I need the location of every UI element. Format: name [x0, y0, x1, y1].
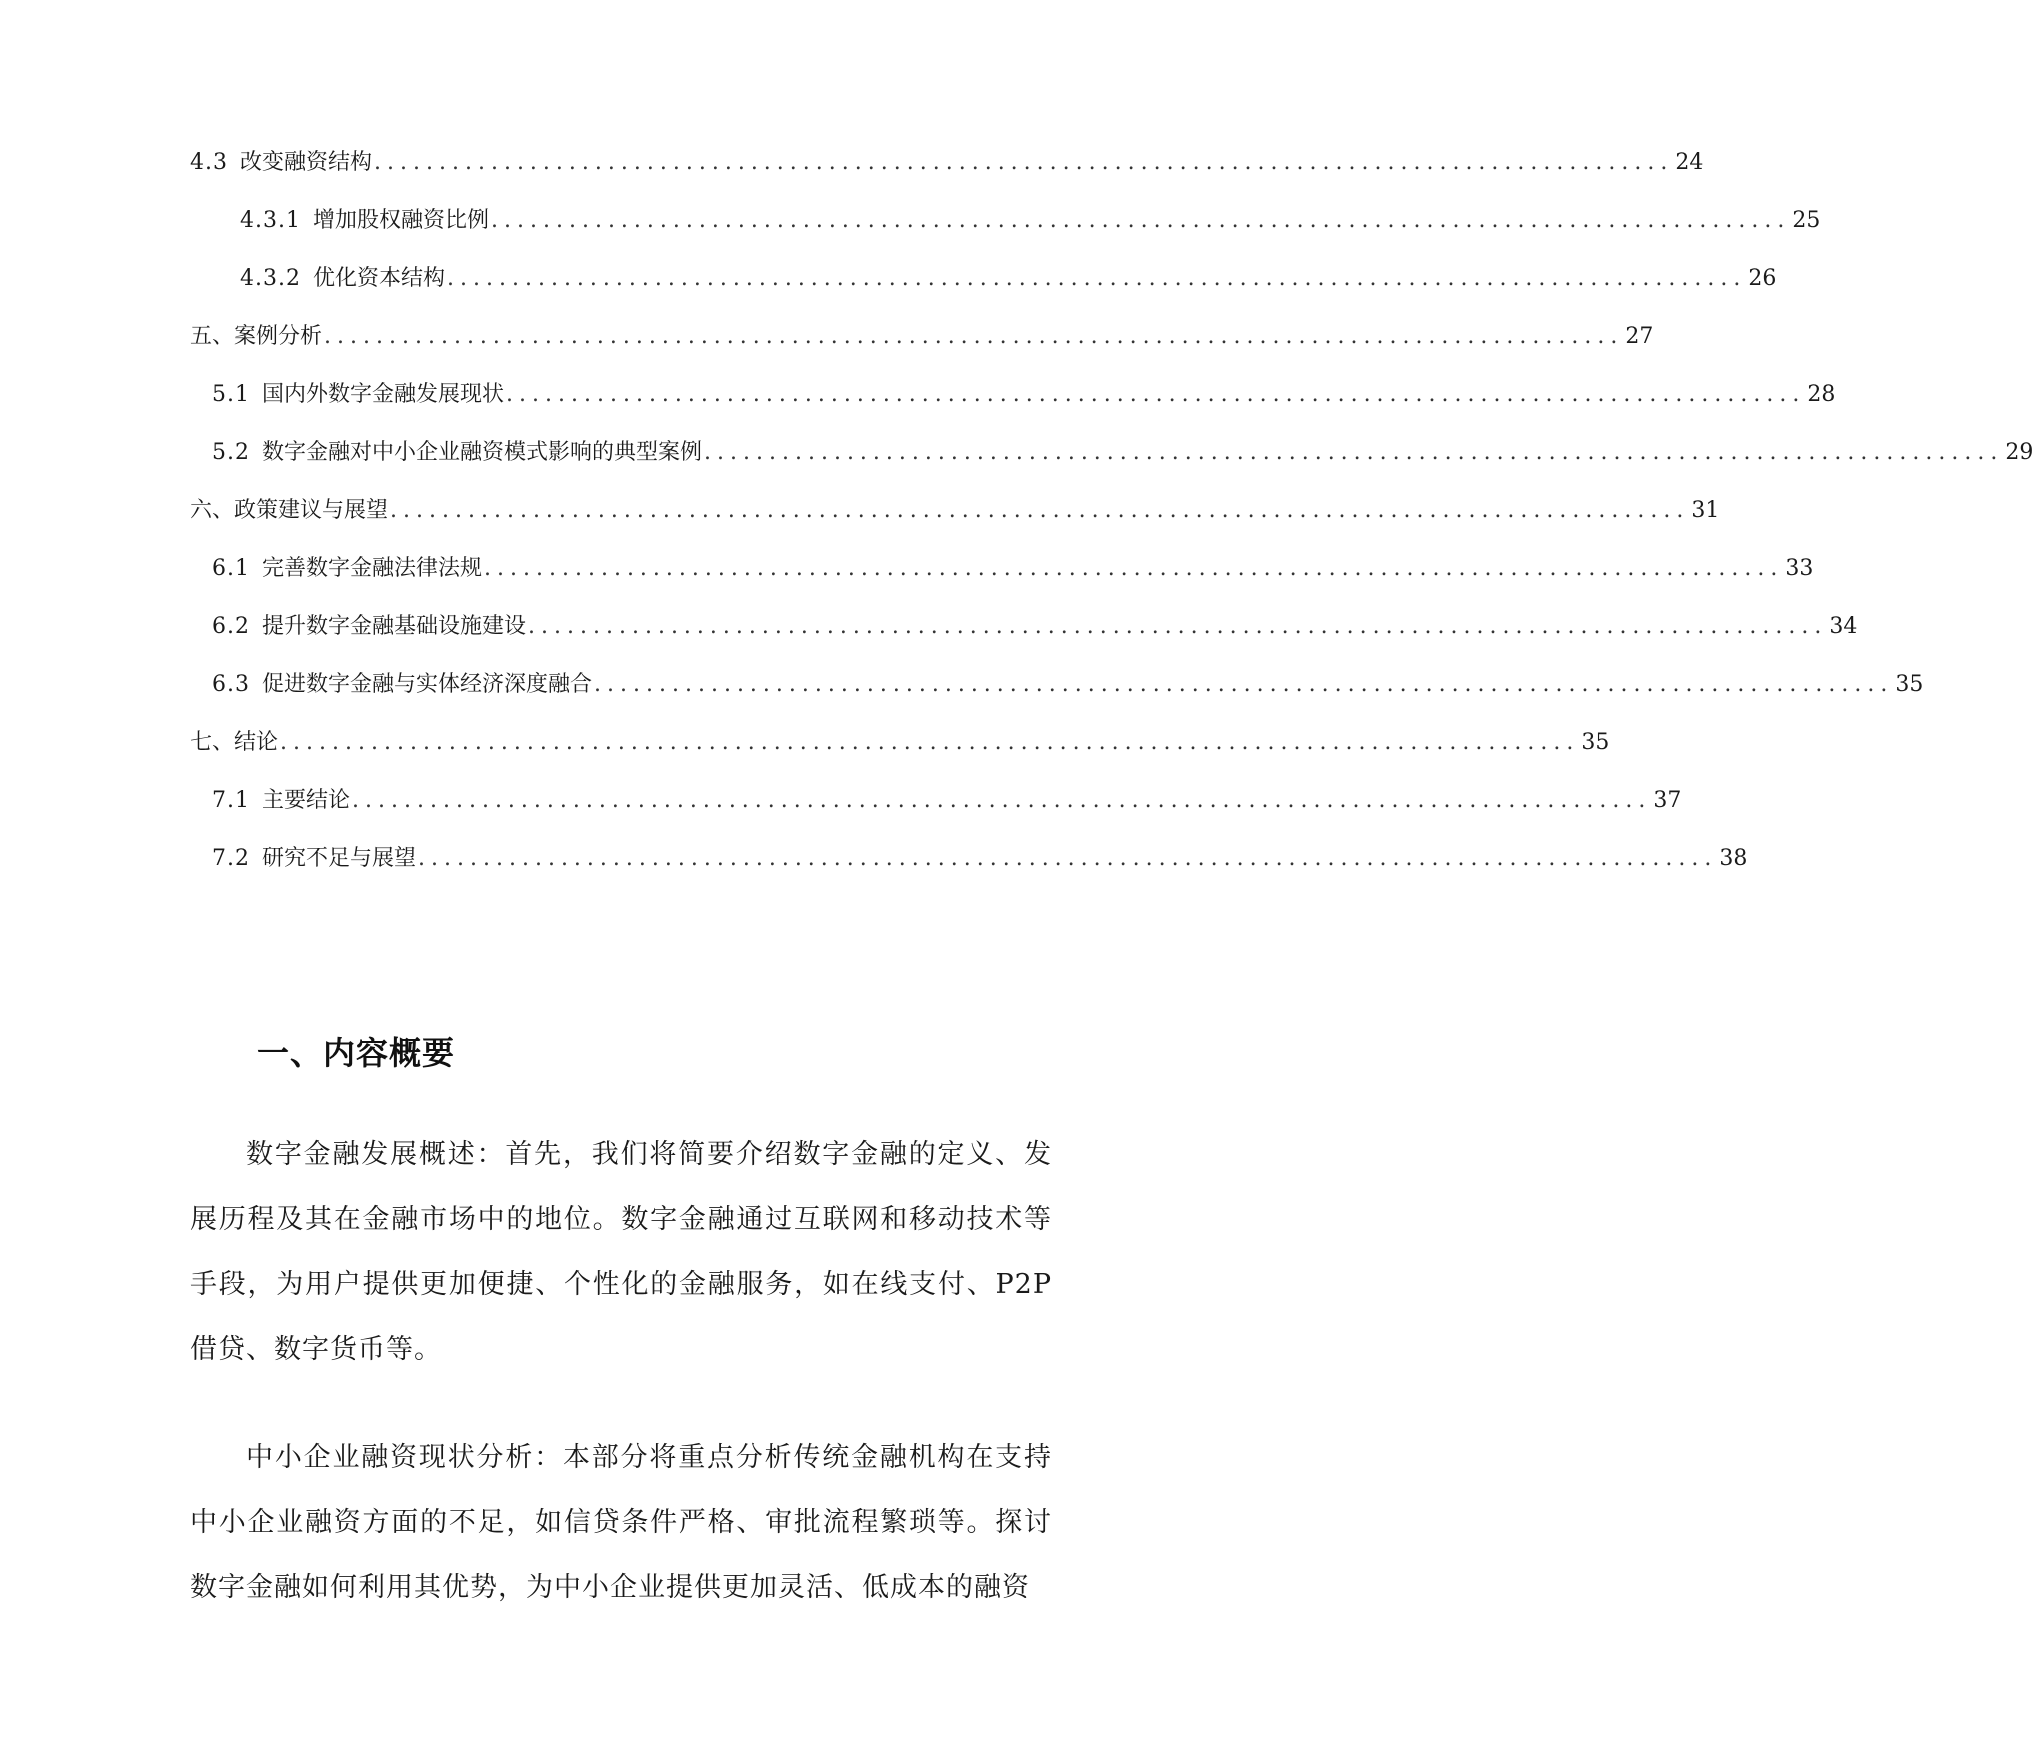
toc-entry[interactable] — [212, 841, 1748, 875]
toc-entry-page: 33 — [1785, 556, 1814, 581]
toc-entry[interactable] — [212, 609, 1858, 643]
toc-entry[interactable] — [212, 435, 2033, 469]
toc-entry-page: 29 — [2005, 440, 2033, 465]
toc-entry-number: 5.2 — [212, 440, 250, 465]
toc-entry[interactable] — [190, 725, 1610, 759]
toc-entry[interactable] — [212, 377, 1836, 411]
toc-entry-title: 国内外数字金融发展现状 — [262, 382, 505, 407]
toc-entry-page: 26 — [1748, 266, 1777, 291]
toc-entry-title: 改变融资结构 — [240, 150, 373, 175]
toc-entry-page: 38 — [1719, 846, 1748, 871]
section-heading: 一、内容概要 — [257, 1034, 456, 1072]
toc-entry-title: 提升数字金融基础设施建设 — [262, 614, 527, 639]
toc-entry-page: 27 — [1625, 324, 1654, 349]
toc-entry-page: 37 — [1653, 788, 1682, 813]
toc-entry-page: 24 — [1675, 150, 1704, 175]
body-paragraph: 中小企业融资现状分析：本部分将重点分析传统金融机构在支持中小企业融资方面的不足，如信贷条件严格、审批流程繁琐等。探讨数字金融如何利用其优势，为中小企业提供更加灵活、低成本的融资 — [190, 1442, 1052, 1603]
toc-entry[interactable] — [212, 667, 1924, 701]
toc-entry-title: 七、结论 — [190, 730, 279, 755]
toc-entry-title: 促进数字金融与实体经济深度融合 — [262, 672, 593, 697]
toc-entry-number: 5.1 — [212, 382, 250, 407]
toc-dot-leader: .................................................................................................... — [418, 846, 1718, 871]
toc-entry-number: 6.1 — [212, 556, 250, 581]
toc-dot-leader: .................................................................................................... — [506, 382, 1806, 407]
toc-entry-page: 31 — [1691, 498, 1720, 523]
toc-dot-leader: .................................................................................................... — [491, 208, 1791, 233]
toc-dot-leader: .................................................................................................... — [594, 672, 1894, 697]
toc-entry-number: 6.2 — [212, 614, 250, 639]
toc-entry-number: 7.2 — [212, 846, 250, 871]
toc-entry-title: 优化资本结构 — [312, 266, 445, 291]
toc-entry-page: 35 — [1581, 730, 1610, 755]
toc-entry[interactable] — [212, 783, 1682, 817]
toc-entry-title: 五、案例分析 — [190, 324, 323, 349]
toc-entry-number: 7.1 — [212, 788, 250, 813]
toc-entry-number: 4.3.2 — [240, 266, 301, 291]
toc-entry-number: 4.3.1 — [240, 208, 301, 233]
toc-entry[interactable] — [240, 261, 1777, 295]
toc-dot-leader: .................................................................................................... — [484, 556, 1784, 581]
toc-dot-leader: .................................................................................................... — [374, 150, 1674, 175]
toc-entry-page: 34 — [1829, 614, 1858, 639]
body-paragraph: 数字金融发展概述：首先，我们将简要介绍数字金融的定义、发展历程及其在金融市场中的地位。数字金融通过互联网和移动技术等手段，为用户提供更加便捷、个性化的金融服务，如在线支付、P2P借贷、数字货币等。 — [190, 1139, 1052, 1365]
toc-entry[interactable] — [190, 493, 1720, 527]
toc-entry-number: 4.3 — [190, 150, 228, 175]
toc-dot-leader: .................................................................................................... — [390, 498, 1690, 523]
toc-entry[interactable] — [240, 203, 1821, 237]
toc-entry-title: 主要结论 — [262, 788, 351, 813]
toc-entry-page: 28 — [1807, 382, 1836, 407]
toc-dot-leader: .................................................................................................... — [352, 788, 1652, 813]
toc-entry-title: 增加股权融资比例 — [312, 208, 489, 233]
toc-entry-page: 35 — [1895, 672, 1924, 697]
toc-entry-title: 数字金融对中小企业融资模式影响的典型案例 — [262, 440, 703, 465]
toc-entry-number: 6.3 — [212, 672, 250, 697]
toc-entry-title: 完善数字金融法律法规 — [262, 556, 483, 581]
toc-dot-leader: .................................................................................................... — [704, 440, 2004, 465]
toc-entry-title: 研究不足与展望 — [262, 846, 417, 871]
toc-entry[interactable] — [190, 145, 1704, 179]
toc-dot-leader: .................................................................................................... — [528, 614, 1828, 639]
toc-entry-page: 25 — [1792, 208, 1821, 233]
toc-dot-leader: .................................................................................................... — [324, 324, 1624, 349]
toc-dot-leader: .................................................................................................... — [280, 730, 1580, 755]
toc-dot-leader: .................................................................................................... — [447, 266, 1747, 291]
toc-entry-title: 六、政策建议与展望 — [190, 498, 389, 523]
toc-entry[interactable] — [212, 551, 1814, 585]
toc-entry[interactable] — [190, 319, 1654, 353]
